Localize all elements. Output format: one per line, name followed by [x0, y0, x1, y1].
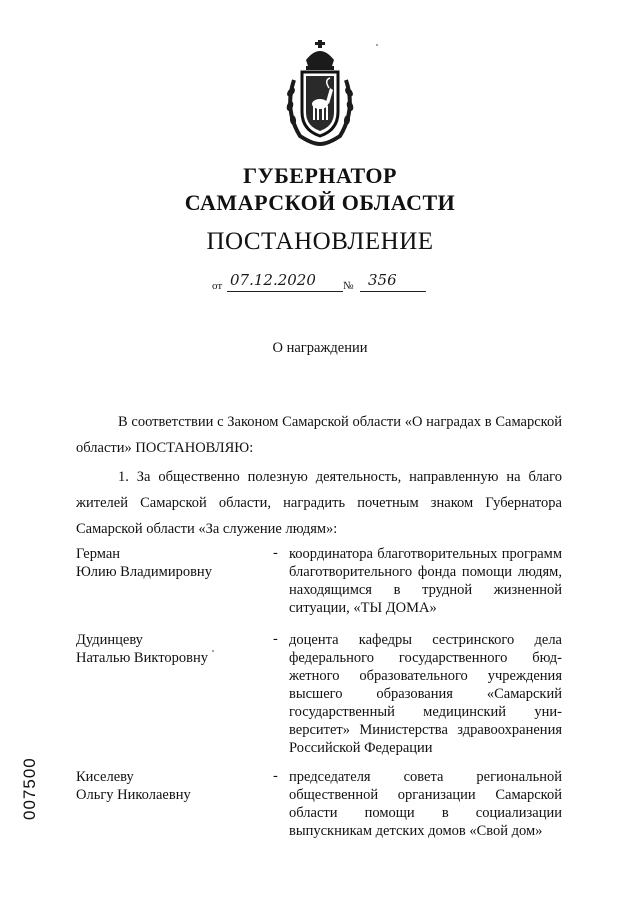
document-subject: О награждении: [272, 340, 368, 356]
org-title-line1: ГУБЕРНАТОР: [243, 163, 397, 188]
awardee-name: Герман Юлию Владимировну: [76, 546, 212, 580]
scan-speck: [376, 44, 378, 46]
awardee-description: председателя совета региональной общественной организации Самарской области помощи в социализации выпускникам детских домов «Свой дом»: [289, 769, 562, 839]
awardee-description: координатора благотворительных программ благотворительного фонда помощи людям, находящимся в трудной жизненной ситуации, «ТЫ ДОМА»: [289, 546, 562, 616]
list-dash: -: [273, 631, 278, 647]
handwritten-date: 07.12.2020: [230, 271, 316, 289]
handwritten-number: 356: [368, 271, 397, 289]
number-prefix-label: №: [343, 280, 354, 292]
awardee-name: Дудинцеву Наталью Викторовну: [76, 632, 208, 666]
list-dash: -: [273, 768, 278, 784]
awardee-name: Киселеву Ольгу Николаевну: [76, 769, 191, 803]
date-prefix-label: от: [212, 280, 223, 292]
scan-speck: [212, 650, 214, 652]
number-underline: [360, 291, 426, 292]
document-type-title: ПОСТАНОВЛЕНИЕ: [206, 228, 434, 255]
coat-of-arms-emblem: [282, 40, 358, 146]
clause-1-paragraph: 1. За общественно полезную деятельность, направленную на благо жителей Самарской области, наградить почетным знаком Губернатора Самарской области «За служение людям»:: [76, 469, 562, 537]
preamble-paragraph: В соответствии с Законом Самарской области «О наградах в Самарской области» ПОСТАНОВЛЯЮ:: [76, 414, 562, 456]
list-dash: -: [273, 545, 278, 561]
org-title-line2: САМАРСКОЙ ОБЛАСТИ: [184, 190, 456, 215]
date-underline: [227, 291, 343, 292]
margin-stamp-number: 007500: [20, 757, 39, 820]
awardee-description: доцента кафедры сестринского дела федерального государственного бюджетного образовательного учреждения высшего образования «Самарский государственный медицинский университет» Министерства здравоохранения Российской Федерации: [289, 632, 562, 756]
